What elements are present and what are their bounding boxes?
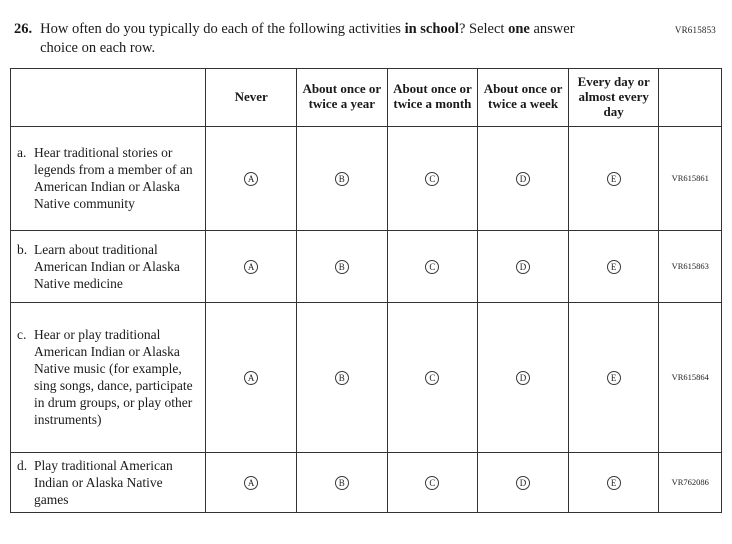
question-text-part: answer choice on each row. <box>40 21 575 56</box>
activity-cell <box>11 302 206 452</box>
question-block <box>14 20 714 58</box>
activity-cell <box>11 126 206 230</box>
answer-cell <box>387 452 478 512</box>
answer-cell <box>568 230 659 302</box>
answer-option-a[interactable]: A <box>244 371 258 385</box>
row-code: VR615863 <box>659 230 722 302</box>
header-never: Never <box>206 68 297 126</box>
answer-option-b[interactable]: B <box>335 476 349 490</box>
answer-option-c[interactable]: C <box>425 476 439 490</box>
answer-option-c[interactable]: C <box>425 371 439 385</box>
row-code: VR615861 <box>659 126 722 230</box>
answer-cell <box>568 126 659 230</box>
answer-option-d[interactable]: D <box>516 172 530 186</box>
header-once-twice-month: About once or twice a month <box>387 68 478 126</box>
answer-cell <box>206 126 297 230</box>
table-row <box>11 452 722 512</box>
activity-text: Learn about traditional American Indian or Alaska Native medicine <box>34 241 180 291</box>
answer-option-e[interactable]: E <box>607 371 621 385</box>
header-once-twice-week: About once or twice a week <box>478 68 569 126</box>
answer-cell <box>387 126 478 230</box>
answer-option-d[interactable]: D <box>516 476 530 490</box>
header-every-day: Every day or almost every day <box>568 68 659 126</box>
answer-cell <box>296 452 387 512</box>
activity-text: Hear traditional stories or legends from a member of an American Indian or Alaska Native community <box>34 145 193 211</box>
table-header-row <box>11 68 722 126</box>
header-activity-blank <box>11 68 206 126</box>
answer-option-a[interactable]: A <box>244 476 258 490</box>
row-code: VR762086 <box>659 452 722 512</box>
row-code: VR615864 <box>659 302 722 452</box>
row-letter: d. <box>17 457 28 473</box>
answer-cell <box>568 302 659 452</box>
question-bold-one: one <box>508 21 530 37</box>
answer-option-a[interactable]: A <box>244 172 258 186</box>
page-code: VR615853 <box>674 25 716 35</box>
answer-option-a[interactable]: A <box>244 260 258 274</box>
answer-option-c[interactable]: C <box>425 260 439 274</box>
answer-cell <box>387 302 478 452</box>
row-letter: a. <box>17 145 27 160</box>
question-text-part: How often do you typically do each of the following activities <box>40 21 405 37</box>
answer-option-e[interactable]: E <box>607 476 621 490</box>
answer-option-b[interactable]: B <box>335 371 349 385</box>
header-code-blank <box>659 68 722 126</box>
answer-cell <box>478 126 569 230</box>
answer-cell <box>478 230 569 302</box>
answer-cell <box>206 302 297 452</box>
answer-option-b[interactable]: B <box>335 172 349 186</box>
question-text-part: ? Select <box>458 21 509 37</box>
activity-text: Play traditional American Indian or Alaska Native games <box>34 457 173 507</box>
activity-cell <box>11 230 206 302</box>
answer-cell <box>478 452 569 512</box>
answer-option-b[interactable]: B <box>335 260 349 274</box>
row-letter: c. <box>17 327 27 342</box>
table-row <box>11 230 722 302</box>
question-bold-in-school: in school <box>404 21 459 37</box>
answer-cell <box>296 230 387 302</box>
answer-option-e[interactable]: E <box>607 172 621 186</box>
header-once-twice-year: About once or twice a year <box>296 68 387 126</box>
answer-cell <box>387 230 478 302</box>
answer-cell <box>568 452 659 512</box>
answer-cell <box>296 126 387 230</box>
activity-cell <box>11 452 206 512</box>
frequency-table <box>10 68 722 513</box>
question-text <box>40 20 600 58</box>
answer-option-c[interactable]: C <box>425 172 439 186</box>
question-number: 26. <box>14 21 33 37</box>
table-row <box>11 302 722 452</box>
activity-text: Hear or play traditional American Indian or Alaska Native music (for example, sing songs, dance, participate in drum groups, or play other instruments) <box>34 327 193 427</box>
answer-option-e[interactable]: E <box>607 260 621 274</box>
answer-cell <box>206 452 297 512</box>
row-letter: b. <box>17 241 28 257</box>
table-row <box>11 126 722 230</box>
answer-cell <box>478 302 569 452</box>
answer-option-d[interactable]: D <box>516 371 530 385</box>
answer-cell <box>296 302 387 452</box>
answer-cell <box>206 230 297 302</box>
answer-option-d[interactable]: D <box>516 260 530 274</box>
